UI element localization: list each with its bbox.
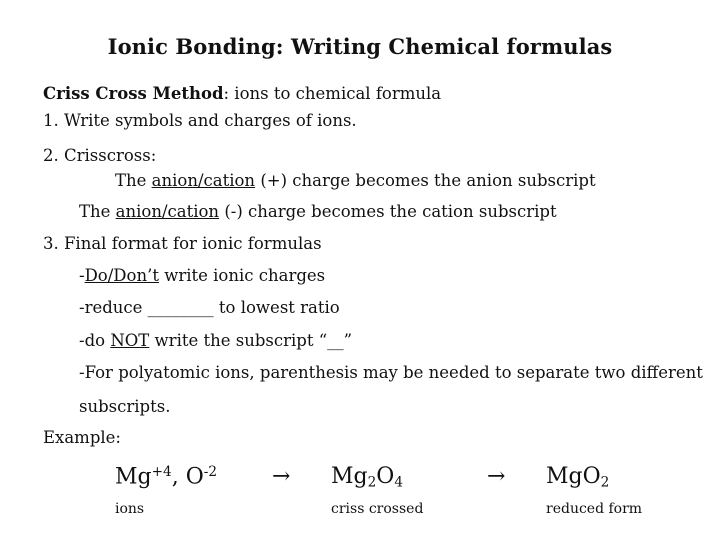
ion-charge: -2 xyxy=(203,464,218,480)
text-pre: -do xyxy=(79,331,111,350)
example-crossed-caption: criss crossed xyxy=(331,501,424,517)
method-label: Criss Cross Method xyxy=(43,84,224,103)
ion-charge: +4 xyxy=(151,464,172,480)
subscript: 2 xyxy=(600,474,610,491)
step-2-line-1 xyxy=(115,171,596,190)
example-ions-caption: ions xyxy=(115,501,145,517)
element-symbol: O xyxy=(376,464,395,489)
subscript: 2 xyxy=(367,474,377,491)
step-2-heading: 2. Crisscross: xyxy=(43,146,157,165)
text-pre: -reduce xyxy=(79,298,148,317)
slide-title: Ionic Bonding: Writing Chemical formulas xyxy=(107,34,613,59)
text-post: to lowest ratio xyxy=(213,298,340,317)
element-symbol: Mg xyxy=(331,464,368,489)
underlined-text: anion/cation xyxy=(151,171,256,190)
text-pre: - xyxy=(79,266,85,285)
element-symbol: Mg xyxy=(115,464,152,490)
step-3-line-5: subscripts. xyxy=(79,397,171,416)
method-rest: : ions to chemical formula xyxy=(223,84,442,103)
arrow-right-icon: → xyxy=(272,464,291,489)
arrow-right-icon: → xyxy=(487,464,506,489)
step-3-heading: 3. Final format for ionic formulas xyxy=(43,234,322,253)
step-3-line-4: -For polyatomic ions, parenthesis may be needed to separate two different xyxy=(79,363,703,382)
text-post: (+) charge becomes the anion subscript xyxy=(255,171,596,190)
text-post: write ionic charges xyxy=(158,266,326,285)
example-reduced-formula xyxy=(546,464,609,490)
example-crossed-formula xyxy=(331,464,403,490)
text-pre: The xyxy=(115,171,152,190)
example-ions-formula xyxy=(115,464,217,490)
example-label: Example: xyxy=(43,428,121,447)
underlined-text: NOT xyxy=(110,331,150,350)
element-symbol: , O xyxy=(171,464,204,490)
step-3-line-1 xyxy=(79,266,325,285)
underlined-text: anion/cation xyxy=(115,202,220,221)
method-line xyxy=(43,84,441,103)
text-pre: The xyxy=(79,202,116,221)
underlined-text: Do/Don’t xyxy=(84,266,159,285)
fill-blank: ________ xyxy=(147,298,214,317)
step-1: 1. Write symbols and charges of ions. xyxy=(43,111,357,130)
element-symbol: MgO xyxy=(546,464,601,489)
example-reduced-caption: reduced form xyxy=(546,501,643,517)
step-3-line-3 xyxy=(79,331,352,350)
step-2-line-2 xyxy=(79,202,557,221)
text-post: (-) charge becomes the cation subscript xyxy=(219,202,557,221)
step-3-line-2 xyxy=(79,298,340,317)
text-post: write the subscript “__” xyxy=(149,331,353,350)
subscript: 4 xyxy=(394,474,403,491)
